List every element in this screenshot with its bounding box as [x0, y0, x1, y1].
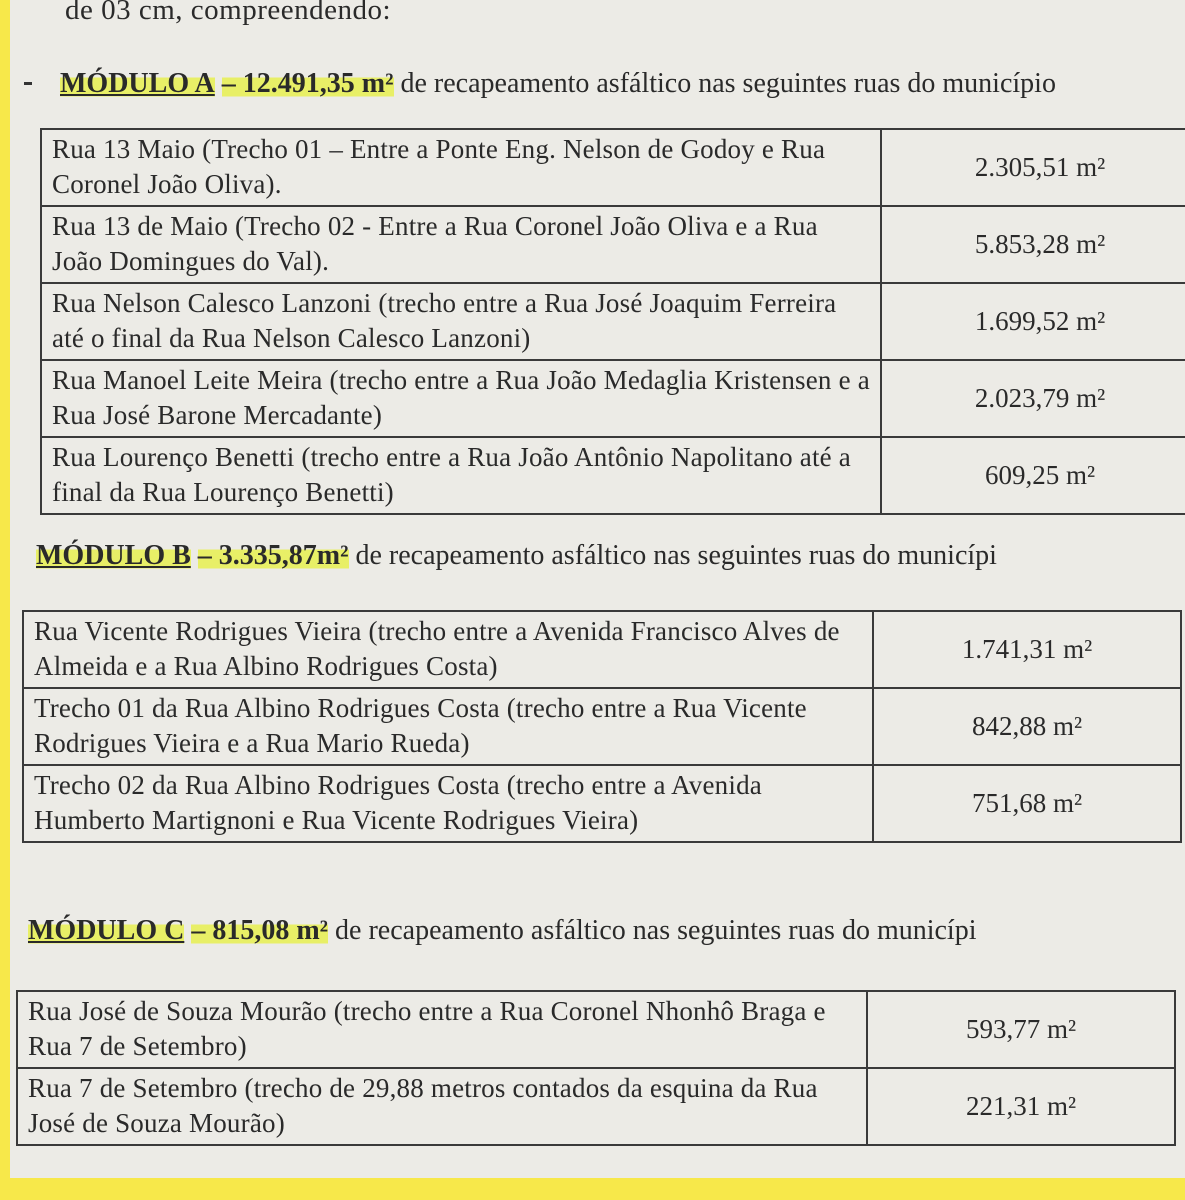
- module-b-heading: [36, 540, 997, 572]
- area-cell: 2.305,51 m²: [881, 129, 1185, 206]
- table-row: [23, 765, 1181, 842]
- margin-mark: [24, 82, 32, 85]
- table-row: [17, 1068, 1175, 1145]
- module-c-area: – 815,08 m²: [191, 915, 329, 946]
- area-cell: 842,88 m²: [873, 688, 1181, 765]
- module-a-description: de recapeamento asfáltico nas seguintes ruas do município: [393, 68, 1056, 99]
- module-a-heading: [60, 68, 1056, 100]
- street-cell: Rua 13 Maio (Trecho 01 – Entre a Ponte Eng. Nelson de Godoy e Rua Coronel João Oliva).: [41, 129, 881, 206]
- module-b-table: [22, 610, 1182, 843]
- module-c-title: MÓDULO C: [28, 915, 185, 946]
- area-cell: 221,31 m²: [867, 1068, 1175, 1145]
- table-row: [17, 991, 1175, 1068]
- module-b-title: MÓDULO B: [36, 540, 191, 571]
- module-a-area: – 12.491,35 m²: [221, 68, 394, 99]
- street-cell: Rua Nelson Calesco Lanzoni (trecho entre a Rua José Joaquim Ferreira até o final da Rua Nelson Calesco Lanzoni): [41, 283, 881, 360]
- document-page: [10, 0, 1185, 1178]
- area-cell: 1.741,31 m²: [873, 611, 1181, 688]
- table-row: [41, 129, 1185, 206]
- street-cell: Rua Vicente Rodrigues Vieira (trecho entre a Avenida Francisco Alves de Almeida e a Rua Albino Rodrigues Costa): [23, 611, 873, 688]
- area-cell: 5.853,28 m²: [881, 206, 1185, 283]
- area-cell: 2.023,79 m²: [881, 360, 1185, 437]
- area-cell: 1.699,52 m²: [881, 283, 1185, 360]
- street-cell: Rua 13 de Maio (Trecho 02 - Entre a Rua Coronel João Oliva e a Rua João Domingues do Val).: [41, 206, 881, 283]
- module-a-title: MÓDULO A: [60, 68, 215, 99]
- area-cell: 593,77 m²: [867, 991, 1175, 1068]
- module-c-heading: [28, 915, 977, 947]
- area-cell: 609,25 m²: [881, 437, 1185, 514]
- module-c-table: [16, 990, 1176, 1146]
- area-cell: 751,68 m²: [873, 765, 1181, 842]
- table-row: [23, 688, 1181, 765]
- street-cell: Trecho 01 da Rua Albino Rodrigues Costa (trecho entre a Rua Vicente Rodrigues Vieira e a Rua Mario Rueda): [23, 688, 873, 765]
- table-row: [41, 283, 1185, 360]
- header-text: de 03 cm, compreendendo:: [65, 0, 392, 26]
- street-cell: Rua 7 de Setembro (trecho de 29,88 metros contados da esquina da Rua José de Souza Mourão): [17, 1068, 867, 1145]
- table-row: [41, 206, 1185, 283]
- street-cell: Rua Manoel Leite Meira (trecho entre a Rua João Medaglia Kristensen e a Rua José Barone Mercadante): [41, 360, 881, 437]
- street-cell: Rua Lourenço Benetti (trecho entre a Rua João Antônio Napolitano até a final da Rua Lourenço Benetti): [41, 437, 881, 514]
- table-row: [41, 437, 1185, 514]
- table-row: [23, 611, 1181, 688]
- street-cell: Trecho 02 da Rua Albino Rodrigues Costa (trecho entre a Avenida Humberto Martignoni e Rua Vicente Rodrigues Vieira): [23, 765, 873, 842]
- module-a-table: [40, 128, 1185, 515]
- street-cell: Rua José de Souza Mourão (trecho entre a Rua Coronel Nhonhô Braga e Rua 7 de Setembro): [17, 991, 867, 1068]
- module-b-area: – 3.335,87m²: [197, 540, 349, 571]
- module-c-description: de recapeamento asfáltico nas seguintes ruas do municípi: [328, 915, 977, 946]
- table-row: [41, 360, 1185, 437]
- module-b-description: de recapeamento asfáltico nas seguintes ruas do municípi: [348, 540, 997, 571]
